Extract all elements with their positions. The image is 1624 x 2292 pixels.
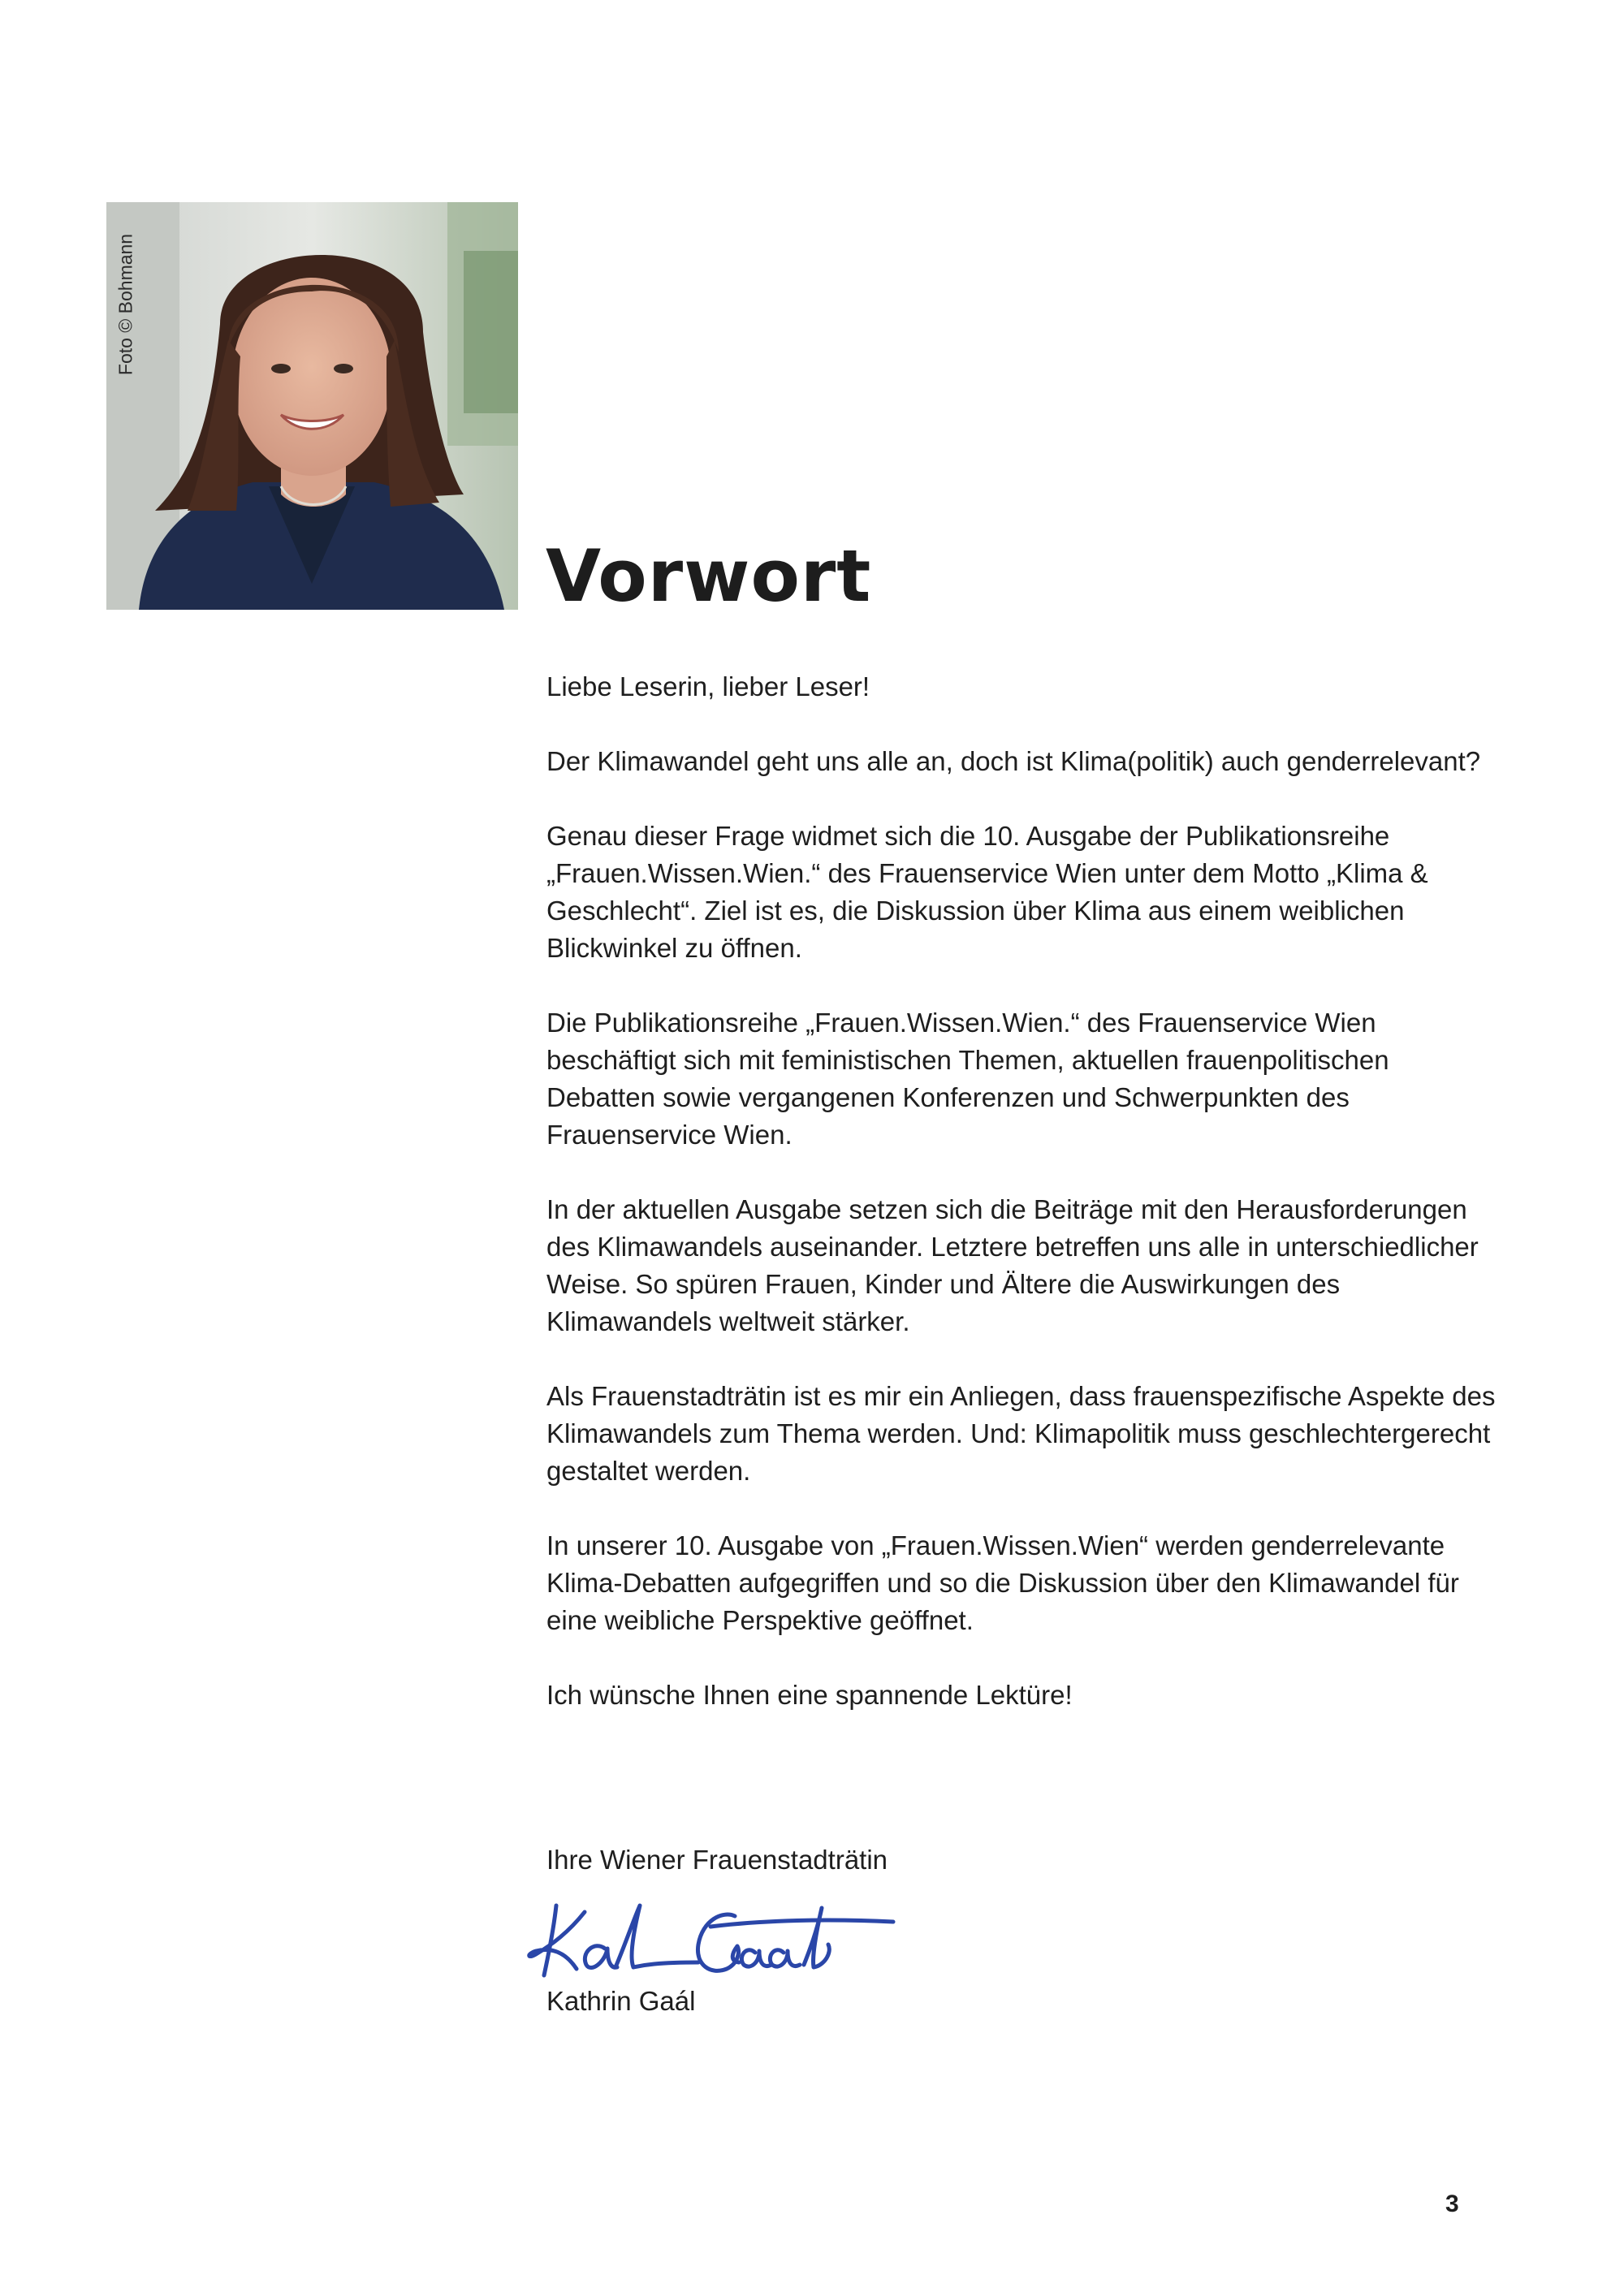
closing-line: Ihre Wiener Frauenstadträtin (546, 1845, 888, 1875)
signer-name: Kathrin Gaál (546, 1986, 696, 2016)
foreword-body (546, 668, 1505, 1751)
page-title: Vorwort (546, 534, 872, 618)
paragraph: Genau dieser Frage widmet sich die 10. Ausgabe der Publikationsreihe „Frauen.Wissen.Wien.“ des Frauenservice Wien unter dem Motto „Klima & Geschlecht“. Ziel ist es, die Diskussion über Klima aus einem weiblichen Blickwinkel zu öffnen. (546, 821, 1428, 963)
paragraph: In unserer 10. Ausgabe von „Frauen.Wissen.Wien“ werden genderrelevante Klima-Debatten aufgegriffen und so die Diskussion über den Klimawandel für eine weibliche Perspektive geöffnet. (546, 1530, 1459, 1635)
paragraph: Als Frauenstadträtin ist es mir ein Anliegen, dass frauenspezifische Aspekte des Klimawandels zum Thema werden. Und: Klimapolitik muss geschlechtergerecht gestaltet werden. (546, 1381, 1496, 1486)
paragraph-salutation: Liebe Leserin, lieber Leser! (546, 671, 870, 701)
paragraph: Der Klimawandel geht uns alle an, doch ist Klima(politik) auch genderrelevant? (546, 746, 1481, 776)
photo-credit-text: Foto © Bohmann (114, 233, 136, 375)
portrait-photo (106, 202, 518, 610)
signature-image (520, 1888, 901, 1993)
photo-credit (112, 221, 140, 387)
paragraph: In der aktuellen Ausgabe setzen sich die Beiträge mit den Herausforderungen des Klimawandels auseinander. Letztere betreffen uns alle in unterschiedlicher Weise. So spüren Frauen, Kinder und Ältere die Auswirkungen des Klimawandels weltweit stärker. (546, 1194, 1479, 1336)
paragraph-closing-wish: Ich wünsche Ihnen eine spannende Lektüre! (546, 1680, 1073, 1710)
page-number: 3 (1445, 2191, 1459, 2217)
paragraph: Die Publikationsreihe „Frauen.Wissen.Wien.“ des Frauenservice Wien beschäftigt sich mit feministischen Themen, aktuellen frauenpolitischen Debatten sowie vergangenen Konferenzen und Schwerpunkten des Frauenservice Wien. (546, 1008, 1389, 1150)
